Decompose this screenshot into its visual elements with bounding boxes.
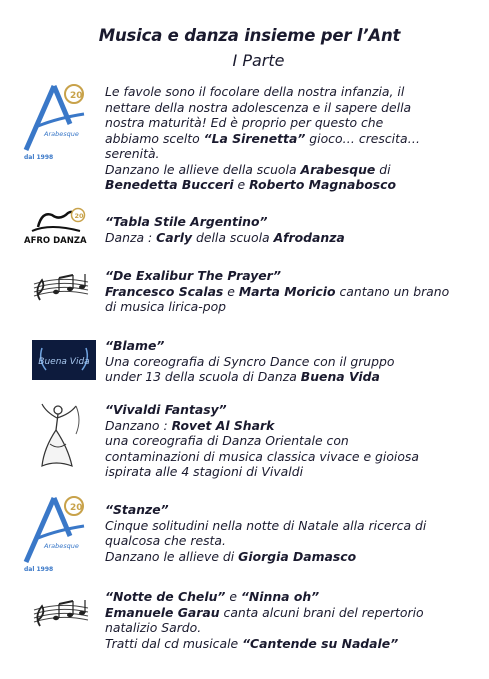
entry-exalibur: “De Exalibur The Prayer” Francesco Scalas e Marta Moricio cantano un brano di musica lirica-pop (105, 268, 450, 314)
dancer-icon (36, 400, 86, 470)
svg-text:20: 20 (70, 91, 83, 101)
buena-vida-logo-name: Buena Vida (38, 357, 90, 367)
buena-vida-logo (32, 340, 96, 380)
entry-vivaldi: “Vivaldi Fantasy” Danzano : Rovet Al Shark una coreografia di Danza Orientale con contaminazioni di musica classica vivace e gioiosa ispirata alle 4 stagioni di Vivaldi (105, 402, 419, 479)
entry-notte-de-chelu: “Notte de Chelu” e “Ninna oh” Emanuele Garau canta alcuni brani del repertorio natalizio Sardo. Tratti dal cd musicale “Cantende su Nadale” (105, 589, 424, 651)
arabesque-logo (18, 80, 90, 164)
music-notes-icon-2 (30, 596, 92, 634)
arabesque-logo-year: dal 1998 (24, 154, 54, 161)
afrodanza-logo (20, 205, 94, 247)
page-title: Musica e danza insieme per l’Ant (98, 26, 401, 45)
afrodanza-logo-name: AFRO DANZA (24, 236, 87, 246)
entry-sirenetta: Le favole sono il focolare della nostra infanzia, il nettare della nostra adolescenza e il sapere della nostra maturità! Ed è proprio per questo che abbiamo scelto “La Sirenetta” gioco… crescita… serenità. Danzano le allieve della scuola Arabesque di Benedetta Bucceri e Roberto Magnabosco (105, 84, 420, 192)
page-subtitle: I Parte (232, 51, 285, 70)
page-header (0, 26, 489, 70)
music-notes-icon (30, 270, 92, 308)
arabesque-logo-name: Arabesque (44, 130, 79, 138)
svg-text:20: 20 (70, 503, 83, 513)
arabesque-logo-2-name: Arabesque (44, 542, 79, 550)
entry-blame: “Blame” Una coreografia di Syncro Dance con il gruppo under 13 della scuola di Danza Buena Vida (105, 338, 395, 384)
entry-stanze: “Stanze” Cinque solitudini nella notte di Natale alla ricerca di qualcosa che resta. Danzano le allieve di Giorgia Damasco (105, 502, 427, 564)
entry-tabla: “Tabla Stile Argentino” Danza : Carly della scuola Afrodanza (105, 214, 345, 245)
arabesque-logo-2 (18, 492, 90, 576)
arabesque-logo-2-year: dal 1998 (24, 566, 54, 573)
svg-text:20: 20 (74, 212, 84, 220)
